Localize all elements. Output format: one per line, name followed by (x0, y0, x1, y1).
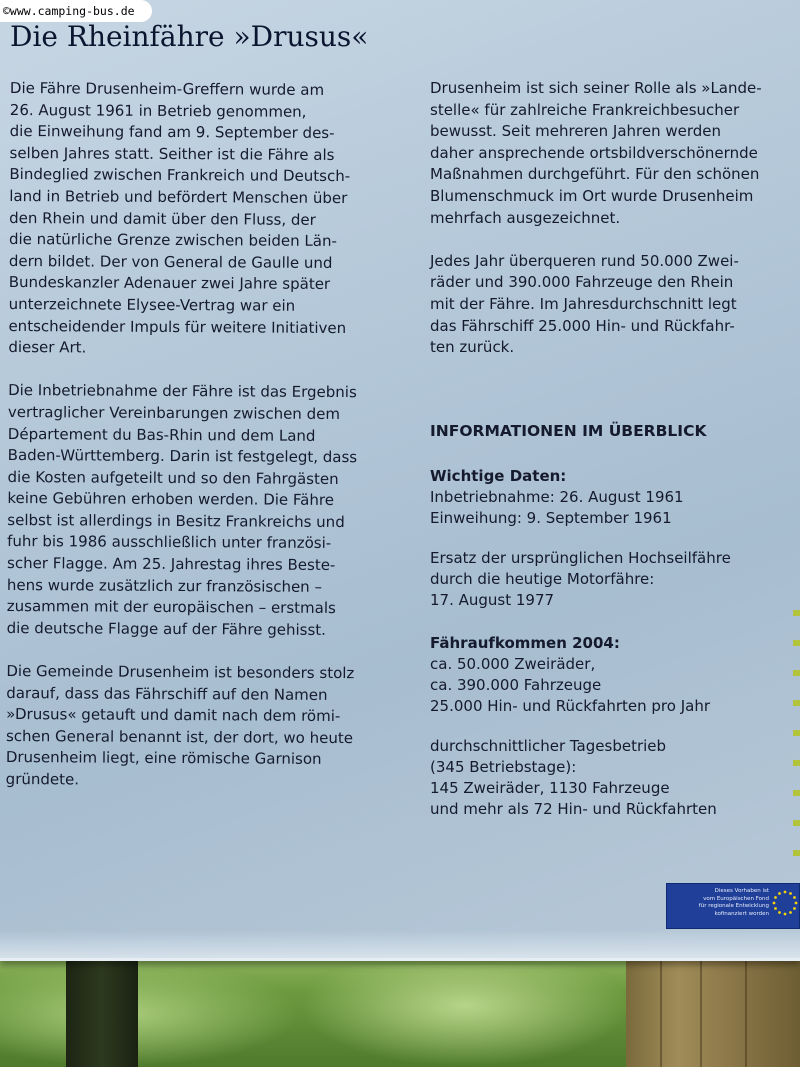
text-line: land in Betrieb und befördert Menschen über (9, 186, 348, 208)
traffic-lines (430, 654, 710, 717)
text-line: durchschnittlicher Tagesbetrieb (430, 737, 667, 755)
text-line: Die Fähre Drusenheim-Greffern wurde am (9, 78, 325, 99)
watermark: ©www.camping-bus.de (0, 0, 152, 22)
text-line: Maßnahmen durchgeführt. Für den schönen (430, 165, 760, 184)
dates-subheading: Wichtige Daten: (430, 467, 567, 485)
text-line: 25.000 Hin- und Rückfahrten pro Jahr (430, 697, 711, 715)
text-line: ca. 50.000 Zweiräder, (430, 655, 596, 673)
text-line: kofinanziert worden (714, 910, 769, 917)
paragraph (430, 78, 795, 229)
text-line: 17. August 1977 (430, 591, 555, 609)
text-line: mit der Fähre. Im Jahresdurchschnitt legt (430, 294, 737, 313)
text-line: Baden-Württemberg. Darin ist festgelegt, dass (7, 446, 358, 467)
text-line: durch die heutige Motorfähre: (430, 570, 655, 588)
traffic-info (430, 633, 710, 717)
text-line: Ersatz der ursprünglichen Hochseilfähre (430, 549, 731, 567)
grass-highlight (300, 965, 630, 1067)
text-line: die deutsche Flagge auf der Fähre gehisst. (6, 618, 327, 639)
text-line: das Fährschiff 25.000 Hin- und Rückfahr- (430, 316, 735, 335)
text-line: selben Jahres statt. Seither ist die Fähre als (9, 143, 335, 164)
text-line: Bindeglied zwischen Frankreich und Deutsch- (9, 165, 351, 186)
text-line: »Drusus« getauft und damit nach dem römi- (6, 705, 341, 726)
daily-operation-info (430, 736, 717, 820)
wood-grain (700, 945, 702, 1067)
green-dot-border (793, 610, 800, 860)
text-line: 26. August 1961 in Betrieb genommen, (9, 100, 307, 121)
text-line: vom Europäischen Fond (703, 895, 769, 902)
text-line: Dieses Vorhaben ist (714, 888, 769, 894)
text-line: die Kosten aufgeteilt und so den Fahrgästen (7, 467, 339, 488)
text-line: die Einweihung fand am 9. September des- (9, 122, 335, 143)
sign-post-left (66, 955, 138, 1067)
text-line: selbst ist allerdings in Besitz Frankreichs und (7, 510, 345, 531)
paragraph (6, 661, 407, 793)
text-line: 145 Zweiräder, 1130 Fahrzeuge (430, 779, 670, 797)
text-line: hens wurde zusätzlich zur französischen – (6, 575, 323, 596)
text-line: stelle« für zahlreiche Frankreichbesucher (430, 100, 740, 119)
replacement-info (430, 548, 731, 611)
text-line: Drusenheim liegt, eine römische Garnison (5, 748, 322, 769)
text-line: Einweihung: 9. September 1961 (430, 509, 672, 527)
text-line: schen General benannt ist, der dort, wo heute (5, 726, 354, 747)
text-line: fuhr bis 1986 ausschließlich unter französi- (7, 532, 332, 553)
text-line: ten zurück. (430, 338, 515, 357)
text-line: Jedes Jahr überqueren rund 50.000 Zwei- (430, 251, 739, 270)
left-text-column (6, 78, 410, 815)
text-line: unterzeichnete Elysee-Vertrag war ein (8, 294, 296, 315)
replacement-lines (430, 548, 731, 611)
text-line: mehrfach ausgezeichnet. (430, 208, 621, 227)
text-line: und mehr als 72 Hin- und Rückfahrten (430, 800, 717, 818)
text-line: für regionale Entwicklung (698, 903, 769, 909)
text-line: den Rhein und damit über den Fluss, der (9, 208, 316, 229)
text-line: keine Gebühren erhoben werden. Die Fähre (7, 489, 335, 510)
paragraph (430, 251, 795, 359)
traffic-subheading: Fähraufkommen 2004: (430, 634, 620, 652)
text-line: darauf, dass das Fährschiff auf den Namen (6, 683, 328, 704)
wooden-post-right (626, 945, 800, 1067)
sign-title: Die Rheinfähre »Drusus« (10, 20, 369, 53)
text-line: scher Flagge. Am 25. Jahrestag ihres Beste- (6, 554, 336, 575)
wood-grain (660, 945, 662, 1067)
grass-highlight (0, 960, 300, 1067)
text-line: Inbetriebnahme: 26. August 1961 (430, 488, 684, 506)
text-line: gründete. (5, 769, 80, 789)
text-line: vertraglicher Vereinbarungen zwischen dem (7, 402, 341, 423)
eu-funding-badge (666, 883, 800, 929)
info-heading: INFORMATIONEN IM ÜBERBLICK (430, 422, 707, 440)
eu-stars-icon (771, 886, 799, 926)
text-line: zusammen mit der europäischen – erstmals (6, 597, 336, 618)
text-line: räder und 390.000 Fahrzeuge den Rhein (430, 273, 734, 292)
important-dates (430, 466, 684, 529)
daily-lines (430, 736, 717, 820)
paragraph (8, 78, 410, 361)
text-line: Die Gemeinde Drusenheim ist besonders stolz (6, 662, 355, 683)
paragraph (7, 380, 409, 642)
text-line: daher ansprechende ortsbildverschönernde (430, 143, 758, 162)
text-line: Drusenheim ist sich seiner Rolle als »Lande- (430, 79, 762, 97)
right-text-column (430, 78, 795, 380)
eu-badge-text (671, 888, 769, 918)
text-line: dern bildet. Der von General de Gaulle und (8, 251, 333, 272)
wood-grain (745, 945, 747, 1067)
text-line: entscheidender Impuls für weitere Initiativen (8, 316, 347, 337)
text-line: die natürliche Grenze zwischen beiden Län- (8, 230, 337, 251)
sign-edge (0, 930, 800, 958)
dates-lines (430, 487, 684, 529)
text-line: bewusst. Seit mehreren Jahren werden (430, 122, 722, 141)
text-line: Blumenschmuck im Ort wurde Drusenheim (430, 186, 754, 205)
text-line: Bundeskanzler Adenauer zwei Jahre später (8, 273, 331, 294)
text-line: ca. 390.000 Fahrzeuge (430, 676, 602, 694)
text-line: Département du Bas-Rhin und dem Land (7, 424, 316, 445)
text-line: Die Inbetriebnahme der Fähre ist das Ergebnis (8, 381, 357, 402)
text-line: (345 Betriebstage): (430, 758, 577, 776)
text-line: dieser Art. (8, 338, 87, 357)
